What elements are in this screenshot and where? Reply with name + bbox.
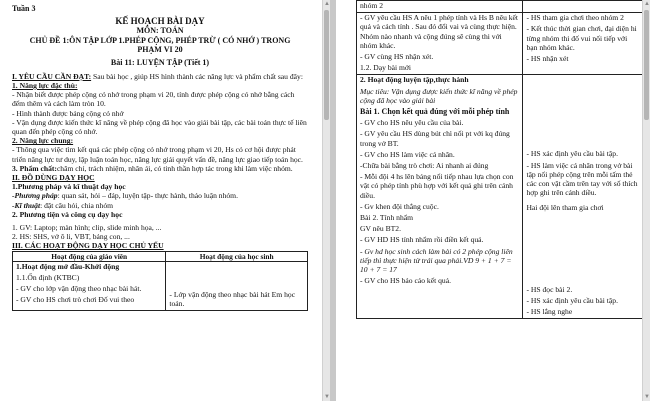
row-1-hs-2: - Kết thúc thời gian chơi, đại diện hi từng nhóm thi đố vui nối tiếp với bạn nhóm khác. xyxy=(526,24,637,52)
method-title: 1.Phương pháp và kĩ thuật dạy học xyxy=(12,182,126,192)
exercise-1-gv-5: - Mỗi đội 4 hs lên bảng nối tiếp nhau lựa chọn con vật có phép tính phù hợp với kết quả ghi trên cánh diều. xyxy=(360,172,514,200)
activity-1-gv-1: - GV cho lớp vận động theo nhạc bài hát. xyxy=(16,284,142,294)
activity-1-gv-2: - GV cho HS chơi trò chơi Đố vui theo xyxy=(16,295,135,305)
exercise-1-gv-1: - GV cho HS nêu yêu cầu của bài. xyxy=(360,118,464,128)
exercise-2-gv-1: GV nêu BT2. xyxy=(360,224,401,234)
sub-3-text: chăm chỉ, trách nhiệm, nhân ái, có tinh thần hợp tác trong khi làm việc nhóm. xyxy=(56,163,293,173)
row-2-gv: - GV cùng HS nhận xét. xyxy=(360,52,434,62)
exercise-2-gv-4: - GV cho HS báo cáo kết quả. xyxy=(360,276,451,286)
method-kt-label: -Kĩ thuật xyxy=(12,200,41,210)
table-cell-gv xyxy=(357,1,523,13)
sub-1-line-3: - Vận dụng được kiến thức kĩ năng về phép cộng đã học vào giải bài tập, các bài toán thực tế liên quan đến phép cộng có nhớ. xyxy=(12,117,307,137)
table-cell-hs xyxy=(166,261,308,310)
table-row xyxy=(13,261,308,310)
exercise-1-title: Bài 1. Chọn kết quả đúng với mỗi phép tính xyxy=(360,107,510,117)
sub-2-line-1: - Thông qua việc tìm kết quả các phép cộng có nhớ trong phạm vi 20, Hs có cơ hội được phát triển năng lực tư duy, lập luận toán học, năng lực giải quyết vấn đề, năng lực giao tiếp toán học. xyxy=(12,145,303,164)
exercise-1-gv-6: - Gv khen đội thắng cuộc. xyxy=(360,201,439,211)
scroll-thumb[interactable] xyxy=(644,10,649,120)
activity-1-title: 1.Hoạt động mở đầu-Khởi động xyxy=(16,261,120,271)
exercise-2-title: Bài 2. Tính nhẩm xyxy=(360,213,414,223)
row-3-gv: 1.2. Dạy bài mới xyxy=(360,63,412,73)
method-kt-text: : đặt câu hỏi, chia nhóm xyxy=(40,200,114,210)
exercise-1-hs-1: - HS xác định yêu cầu bài tập. xyxy=(526,149,618,159)
document-page-left[interactable] xyxy=(0,0,322,401)
sub-2-title: 2. Năng lực chung: xyxy=(12,136,74,146)
lesson-title: Bài 11: LUYỆN TẬP (Tiết 1) xyxy=(110,58,210,68)
exercise-2-gv-2: - GV HD HS tính nhẩm rồi điền kết quả. xyxy=(360,235,484,245)
sub-3-paragraph xyxy=(12,164,308,173)
activity-table-right xyxy=(356,0,644,319)
section-2-title: II. ĐỒ DÙNG DẠY HỌC xyxy=(12,173,95,183)
tools-hs: 2. HS: SHS, vở ô li, VBT, bảng con, ... xyxy=(12,232,130,242)
activity-1-hs-1: - Lớp vận động theo nhạc bài hát Em học toán. xyxy=(169,289,296,308)
exercise-1-hs-2: - HS làm việc cá nhân trong vở bài tập nối phép cộng trên mỗi tấm thẻ các con vật cầm trên tay với số thích hợp ghi trên cánh diều. xyxy=(526,160,638,198)
table-row xyxy=(357,13,644,75)
table-cell-gv xyxy=(357,75,523,319)
tools-gv: 1. GV: Laptop; màn hình; clip, slide minh họa, ... xyxy=(12,223,162,233)
row-2-hs: - HS nhận xét xyxy=(526,54,569,64)
scroll-down-icon[interactable]: ▼ xyxy=(324,394,330,400)
section-1-heading: I. YÊU CẦU CẦN ĐẠT: xyxy=(12,71,92,81)
row-1-gv: - GV yêu cầu HS A nêu 1 phép tính và Hs B nêu kết quả và cách tính . Sau đó đổi vai và cùng thực hiện. Nhóm nào nhanh và cộng đúng sẽ cùng thi với nhóm khác. xyxy=(360,13,519,50)
section-3-title: III. CÁC HOẠT ĐỘNG DẠY HỌC CHỦ YẾU xyxy=(12,241,164,251)
tools-title: 2. Phương tiện và công cụ dạy học xyxy=(12,209,123,219)
table-row xyxy=(13,251,308,261)
right-page-scrollbar[interactable] xyxy=(642,0,650,401)
topic-line-1: CHỦ ĐỀ 1:ÔN TẬP LỚP 1.PHÉP CỘNG, PHÉP TRỪ ( CÓ NHỚ ) TRONG xyxy=(29,35,291,45)
row-1-hs-1: - HS tham gia chơi theo nhóm 2 xyxy=(526,13,624,23)
sub-1-line-2: - Hình thành được bảng cộng có nhớ xyxy=(12,108,124,118)
sub-3-heading: 3. Phẩm chất: xyxy=(12,163,57,173)
method-pp-label: -Phương pháp xyxy=(12,191,58,201)
sub-1-title: 1. Năng lực đặc thù: xyxy=(12,81,78,91)
table-row xyxy=(357,75,644,319)
table-cell-hs xyxy=(523,1,644,13)
exercise-1-gv-3: - GV cho HS làm việc cá nhân. xyxy=(360,149,455,159)
exercise-2-hs-1: - HS đọc bài 2. xyxy=(526,284,573,294)
subject-title: MÔN: TOÁN xyxy=(136,26,184,36)
exercise-2-gv-3: - Gv hd học sinh cách làm bài có 2 phép cộng liên tiếp thì thực hiện từ trái qua phải.VD 9 + 1 + 7 = 10 + 7 = 17 xyxy=(360,246,513,275)
exercise-2-hs-2: - HS xác định yêu cầu bài tập. xyxy=(526,295,618,305)
scroll-down-icon[interactable]: ▼ xyxy=(644,394,650,400)
plan-title: KẾ HOẠCH BÀI DẠY xyxy=(115,16,205,27)
exercise-2-hs-3: - HS lắng nghe xyxy=(526,307,573,317)
document-page-right[interactable] xyxy=(336,0,650,401)
activity-table-left xyxy=(12,251,308,311)
row-0-gv: nhóm 2 xyxy=(360,1,383,10)
activity-2-title: 2. Hoạt động luyện tập,thực hành xyxy=(360,75,469,85)
table-row xyxy=(357,1,644,13)
section-1-paragraph xyxy=(12,72,308,81)
table-cell-gv xyxy=(357,13,523,75)
table-cell-hs xyxy=(523,13,644,75)
scroll-up-icon[interactable]: ▲ xyxy=(324,1,330,7)
week-label: Tuần 3 xyxy=(12,4,36,13)
table-header-hs: Hoạt động của học sinh xyxy=(166,251,308,261)
topic-line-2: PHẠM VI 20 xyxy=(137,45,183,55)
exercise-1-gv-4: -Chữa bài bằng trò chơi: Ai nhanh ai đúng xyxy=(360,161,489,171)
left-page-scrollbar[interactable] xyxy=(322,0,330,401)
table-header-gv: Hoạt động của giáo viên xyxy=(13,251,166,261)
sub-1-line-1: - Nhận biết được phép cộng có nhớ trong phạm vi 20, tính được phép cộng có nhớ bằng cách đếm thêm và cách làm tròn 10. xyxy=(12,90,295,109)
scroll-thumb[interactable] xyxy=(324,10,329,120)
activity-1-1: 1.1.Ổn định (KTBC) xyxy=(16,272,80,282)
method-kt xyxy=(12,201,308,210)
method-pp xyxy=(12,191,308,200)
scroll-up-icon[interactable]: ▲ xyxy=(644,1,650,7)
method-pp-text: : quan sát, hỏi – đáp, luyện tập- thực hành, thảo luận nhóm. xyxy=(57,191,238,201)
exercise-1-gv-2: - GV yêu cầu HS dùng bút chì nối pt với kq đúng trong vở BT. xyxy=(360,129,510,148)
table-cell-hs xyxy=(523,75,644,319)
table-cell-gv xyxy=(13,261,166,310)
activity-2-goal: Mục tiêu: Vận dụng được kiến thức kĩ năng về phép cộng đã học vào giải bài xyxy=(360,86,518,105)
section-1-text: Sau bài học , giúp HS hình thành các năng lực và phẩm chất sau đây: xyxy=(91,71,303,81)
exercise-1-hs-3: Hai đội lên tham gia chơi xyxy=(526,203,604,213)
